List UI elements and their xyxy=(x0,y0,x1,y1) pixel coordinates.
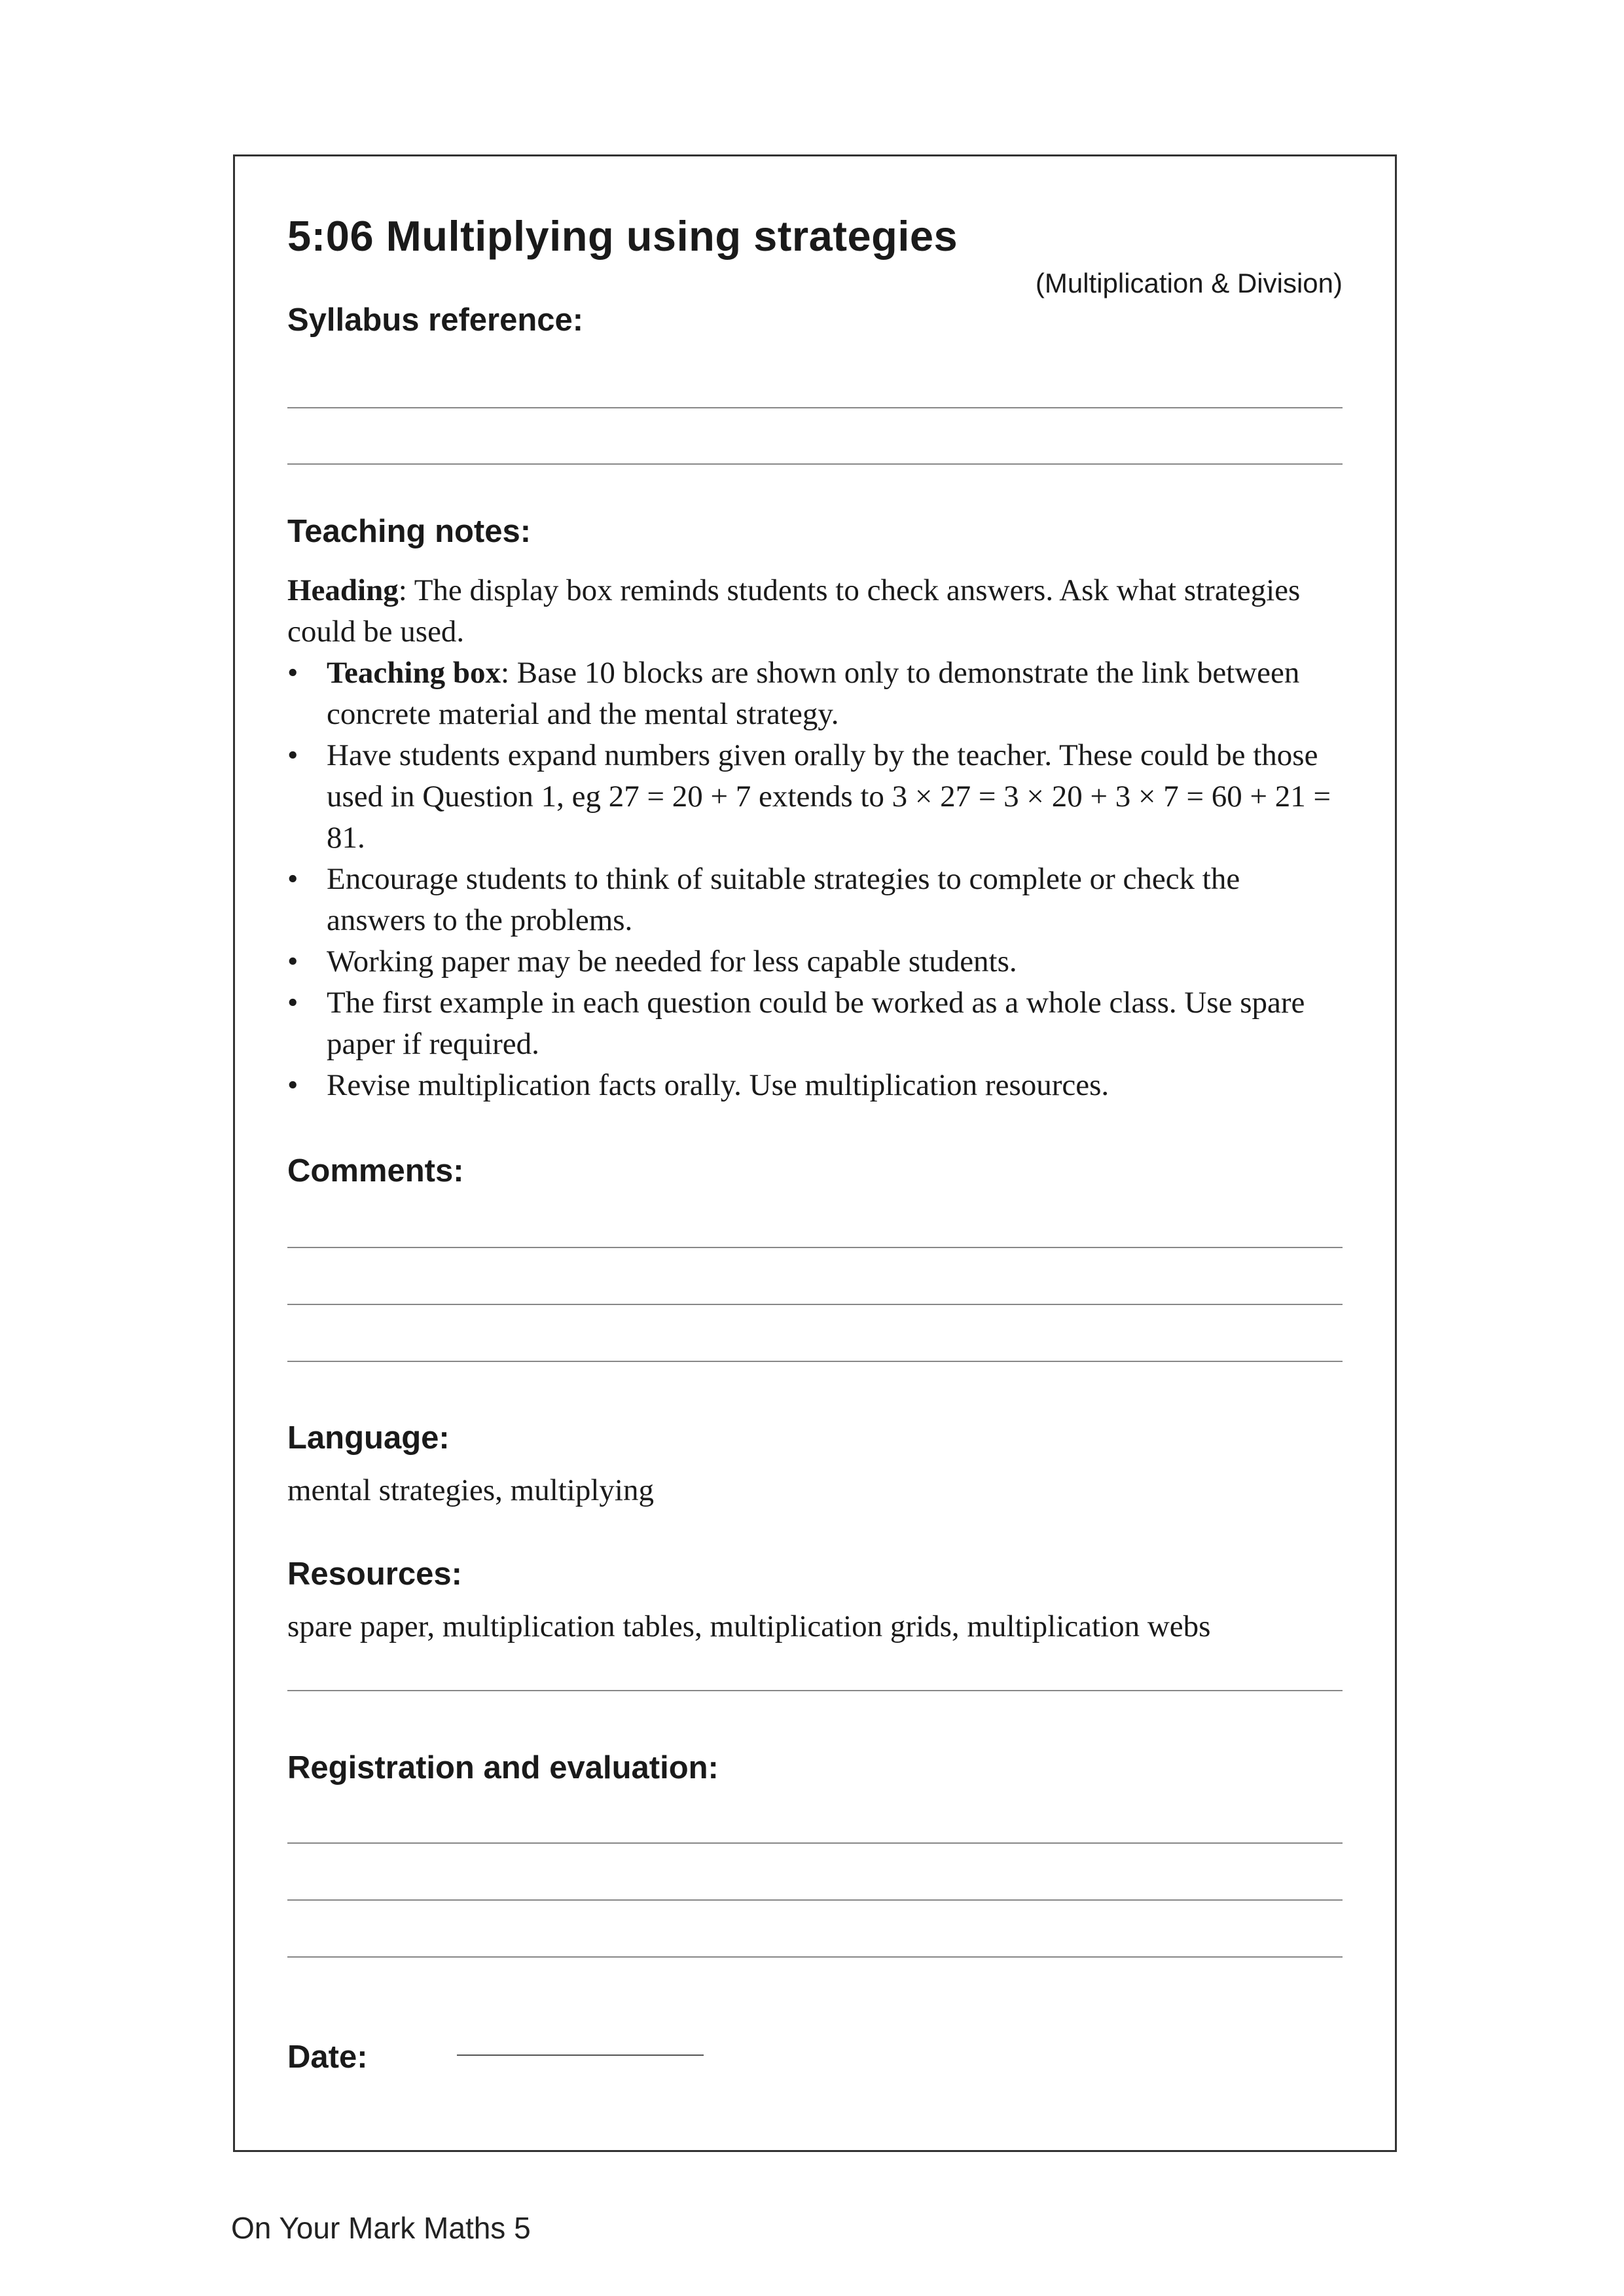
page-footer: On Your Mark Maths 5 xyxy=(231,2211,531,2245)
intro-bold-label: Heading xyxy=(287,573,399,607)
registration-heading: Registration and evaluation: xyxy=(287,1750,719,1785)
teaching-notes-heading: Teaching notes: xyxy=(287,514,532,549)
resources-line xyxy=(287,1690,1343,1691)
teaching-notes-list xyxy=(287,653,1343,1106)
registration-line-2 xyxy=(287,1899,1343,1901)
language-heading: Language: xyxy=(287,1420,450,1456)
resources-heading: Resources: xyxy=(287,1556,462,1592)
list-item-bold: Teaching box xyxy=(327,656,501,690)
teaching-notes-intro xyxy=(287,570,1343,653)
list-item-text: Encourage students to think of suitable strategies to complete or check the answers to the problems. xyxy=(327,862,1240,937)
date-field-line xyxy=(457,2054,704,2056)
syllabus-line-2 xyxy=(287,463,1343,465)
language-text: mental strategies, multiplying xyxy=(287,1473,654,1507)
lesson-plan-frame xyxy=(233,154,1397,2152)
list-item-text: Revise multiplication facts orally. Use multiplication resources. xyxy=(327,1068,1110,1102)
topic-label: (Multiplication & Division) xyxy=(1035,268,1343,298)
intro-text: : The display box reminds students to check answers. Ask what strategies could be used. xyxy=(287,573,1301,649)
list-item xyxy=(287,941,1343,982)
comments-line-2 xyxy=(287,1304,1343,1305)
list-item-text: : Base 10 blocks are shown only to demonstrate the link between concrete material and the mental strategy. xyxy=(327,656,1300,731)
list-item xyxy=(287,653,1343,735)
date-label: Date: xyxy=(287,2039,368,2075)
comments-line-1 xyxy=(287,1247,1343,1248)
list-item-text: The first example in each question could be worked as a whole class. Use spare paper if required. xyxy=(327,986,1305,1061)
teaching-notes-body xyxy=(287,570,1343,1106)
registration-line-3 xyxy=(287,1956,1343,1958)
comments-heading: Comments: xyxy=(287,1153,464,1189)
page-title: 5:06 Multiplying using strategies xyxy=(287,212,958,260)
list-item xyxy=(287,735,1343,859)
syllabus-line-1 xyxy=(287,407,1343,408)
syllabus-heading: Syllabus reference: xyxy=(287,302,584,338)
list-item-text: Have students expand numbers given orally by the teacher. These could be those used in Question 1, eg 27 = 20 + 7 extends to 3 × 27 = 3 × 20 + 3 × 7 = 60 + 21 = 81. xyxy=(327,738,1331,855)
comments-line-3 xyxy=(287,1361,1343,1362)
list-item xyxy=(287,1065,1343,1106)
registration-line-1 xyxy=(287,1842,1343,1844)
resources-text: spare paper, multiplication tables, multiplication grids, multiplication webs xyxy=(287,1609,1211,1643)
list-item xyxy=(287,982,1343,1065)
list-item xyxy=(287,859,1343,941)
list-item-text: Working paper may be needed for less capable students. xyxy=(327,944,1017,978)
